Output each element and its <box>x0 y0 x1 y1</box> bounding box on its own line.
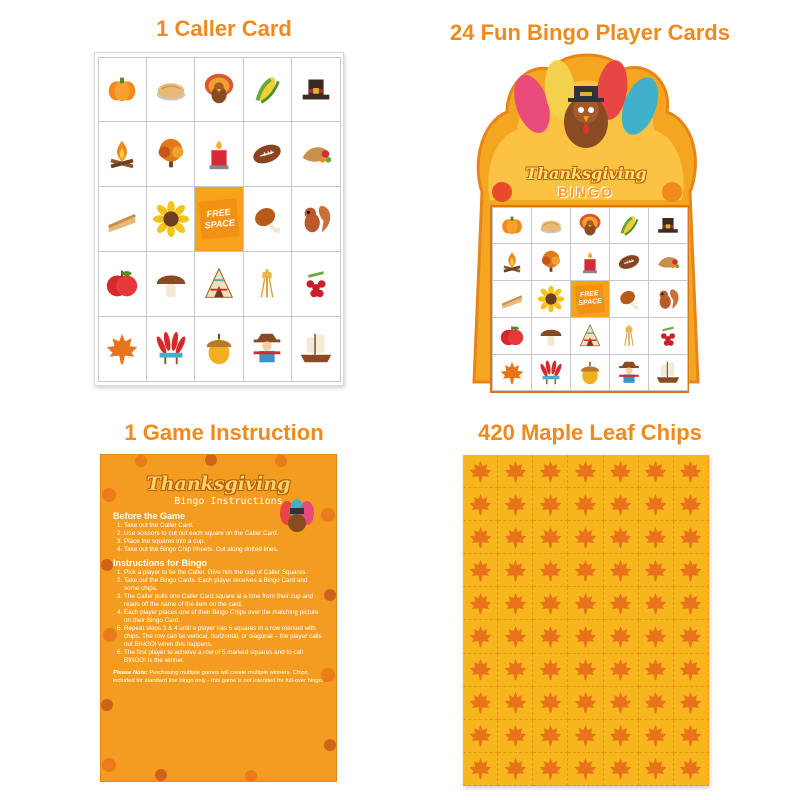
maple-leaf-chip <box>533 720 568 753</box>
caller-cell <box>146 251 195 317</box>
headdress-icon <box>152 330 190 368</box>
pie-slice-icon <box>103 200 141 238</box>
instruction-step: 4. Each player places one of their Bingo Chips over the matching picture on their Bingo Card. <box>124 609 324 625</box>
berries-icon <box>297 265 335 303</box>
maple-leaf-chip <box>498 554 533 587</box>
teepee-icon <box>200 265 238 303</box>
maple-leaf-icon <box>642 491 669 518</box>
section-instructions: Instructions for Bingo <box>113 558 207 568</box>
acorn-icon <box>200 330 238 368</box>
maple-leaf-icon <box>642 722 669 749</box>
instruction-step: 4. Take out the Bingo Chip Sheets. Cut along dotted lines. <box>124 546 324 554</box>
football-icon <box>248 135 286 173</box>
maple-leaf-icon <box>537 524 564 551</box>
maple-leaf-icon <box>537 656 564 683</box>
mushroom-icon <box>537 322 565 350</box>
player-cell <box>609 354 649 392</box>
note-label: Please Note: <box>113 670 148 676</box>
player-cell <box>492 317 532 355</box>
maple-leaf-icon <box>502 689 529 716</box>
maple-leaf-icon <box>467 557 494 584</box>
maple-leaf-chip <box>533 654 568 687</box>
maple-leaf-icon <box>607 590 634 617</box>
before-game-list <box>113 522 324 554</box>
maple-leaf-icon <box>642 524 669 551</box>
pie-icon <box>537 211 565 239</box>
player-cards-heading: 24 Fun Bingo Player Cards <box>450 20 730 45</box>
maple-leaf-icon <box>642 755 669 782</box>
player-cell <box>531 207 571 245</box>
cornucopia-icon <box>297 135 335 173</box>
player-cell <box>531 354 571 392</box>
maple-leaf-icon <box>502 524 529 551</box>
free-space-line2: SPACE <box>203 217 236 231</box>
candle-icon <box>576 248 604 276</box>
maple-leaf-chip <box>604 587 639 620</box>
pilgrim-hat-icon <box>297 70 335 108</box>
sunflower-icon <box>152 200 190 238</box>
maple-leaf-icon <box>537 491 564 518</box>
maple-leaf-chip <box>639 720 674 753</box>
caller-cell <box>98 121 147 187</box>
caller-cell <box>98 251 147 317</box>
maple-leaf-icon <box>572 755 599 782</box>
maple-leaf-chip <box>639 587 674 620</box>
maple-leaf-chip <box>674 587 709 620</box>
maple-leaf-chip <box>463 455 498 488</box>
maple-leaf-icon <box>467 689 494 716</box>
caller-free-space <box>194 186 243 252</box>
maple-leaf-icon <box>502 458 529 485</box>
maple-leaf-icon <box>502 491 529 518</box>
maple-leaf-icon <box>467 590 494 617</box>
mayflower-ship-icon <box>654 359 682 387</box>
turkey-icon <box>200 70 238 108</box>
caller-cell <box>243 316 292 382</box>
free-space-line1: FREE <box>205 206 231 220</box>
instruction-card <box>100 454 337 782</box>
instructions-heading: 1 Game Instruction <box>124 420 324 445</box>
caller-cell <box>146 316 195 382</box>
free-space-label <box>574 284 604 315</box>
maple-leaf-chip <box>463 687 498 720</box>
maple-leaf-chip <box>498 654 533 687</box>
autumn-tree-icon <box>152 135 190 173</box>
caller-cell <box>291 316 340 382</box>
player-grid <box>490 205 689 393</box>
maple-leaf-icon <box>642 623 669 650</box>
player-cell <box>531 243 571 281</box>
maple-leaf-chip <box>498 488 533 521</box>
caller-cell <box>146 186 195 252</box>
caller-cell <box>243 121 292 187</box>
maple-leaf-chip <box>533 753 568 786</box>
maple-leaf-icon <box>537 623 564 650</box>
maple-leaf-icon <box>498 359 526 387</box>
instructions-title: Thanksgiving <box>146 473 291 495</box>
corn-icon <box>615 211 643 239</box>
player-cell <box>492 280 532 318</box>
player-cell <box>570 354 610 392</box>
maple-leaf-icon <box>572 722 599 749</box>
caller-card <box>94 52 344 386</box>
wheat-icon <box>615 322 643 350</box>
maple-leaf-icon <box>607 458 634 485</box>
instruction-step: 2. Use scissors to cut out each square on the Caller Card. <box>124 530 324 538</box>
maple-leaf-icon <box>572 557 599 584</box>
instruction-step: 5. Repeat steps 3 & 4 until a player has 5 squares in a row marked with chips. The row can be vertical, horizontal, or diagonal – the player calls out BINGO! when this happens. <box>124 625 324 649</box>
maple-leaf-chip <box>463 720 498 753</box>
maple-leaf-icon <box>677 491 704 518</box>
free-space-label <box>198 198 240 240</box>
player-card-title: Thanksgiving <box>525 164 647 183</box>
maple-leaf-chip <box>604 488 639 521</box>
instruction-step: 1. Take out the Caller Card. <box>124 522 324 530</box>
note-text: Purchasing multiple games will create multiple winners. Chips included for standard line bingo only - this game is not intended for full-over bingo. <box>113 670 324 684</box>
player-cell <box>531 317 571 355</box>
note <box>113 670 324 685</box>
maple-leaf-icon <box>537 557 564 584</box>
maple-leaf-chip <box>533 455 568 488</box>
maple-leaf-icon <box>572 491 599 518</box>
maple-leaf-chip <box>533 587 568 620</box>
caller-cell <box>291 186 340 252</box>
free-space-line2: SPACE <box>577 297 602 308</box>
maple-leaf-icon <box>642 557 669 584</box>
maple-leaf-chip <box>604 620 639 653</box>
maple-leaf-icon <box>677 590 704 617</box>
caller-cell <box>194 251 243 317</box>
maple-leaf-chip <box>568 587 603 620</box>
maple-leaf-chip <box>604 720 639 753</box>
maple-leaf-icon <box>642 590 669 617</box>
maple-leaf-chip <box>498 587 533 620</box>
maple-leaf-chip <box>639 488 674 521</box>
maple-leaf-icon <box>467 458 494 485</box>
mayflower-ship-icon <box>297 330 335 368</box>
maple-leaf-icon <box>677 755 704 782</box>
maple-leaf-icon <box>502 722 529 749</box>
maple-leaf-chip <box>604 654 639 687</box>
autumn-tree-icon <box>537 248 565 276</box>
maple-leaf-chip <box>674 455 709 488</box>
maple-leaf-chip <box>463 620 498 653</box>
maple-leaf-icon <box>607 491 634 518</box>
caller-cell <box>243 186 292 252</box>
maple-leaf-chip <box>533 488 568 521</box>
scarecrow-icon <box>615 359 643 387</box>
candle-icon <box>200 135 238 173</box>
maple-leaf-chip <box>604 521 639 554</box>
caller-card-heading: 1 Caller Card <box>156 16 292 41</box>
maple-leaf-icon <box>642 458 669 485</box>
maple-leaf-icon <box>502 656 529 683</box>
maple-leaf-chip <box>568 654 603 687</box>
caller-cell <box>146 121 195 187</box>
caller-cell <box>146 57 195 123</box>
maple-leaf-chip <box>639 753 674 786</box>
player-free-space <box>570 280 610 318</box>
maple-leaf-icon <box>467 755 494 782</box>
maple-leaf-icon <box>677 689 704 716</box>
maple-leaf-icon <box>537 689 564 716</box>
maple-leaf-icon <box>677 623 704 650</box>
player-cell <box>648 243 688 281</box>
caller-cell <box>194 121 243 187</box>
maple-leaf-icon <box>677 722 704 749</box>
turkey-leg-icon <box>248 200 286 238</box>
caller-cell <box>194 57 243 123</box>
maple-leaf-chip <box>463 521 498 554</box>
instruction-text <box>113 473 324 773</box>
player-card <box>462 42 710 392</box>
maple-leaf-icon <box>607 557 634 584</box>
player-card-subtitle: BINGO <box>558 184 614 200</box>
maple-leaf-icon <box>677 557 704 584</box>
maple-leaf-icon <box>502 623 529 650</box>
maple-leaf-chip <box>674 654 709 687</box>
cornucopia-icon <box>654 248 682 276</box>
instruction-step: 3. Place the squares into a cup. <box>124 538 324 546</box>
maple-leaf-chip <box>533 554 568 587</box>
maple-leaf-icon <box>572 524 599 551</box>
instruction-step: 1. Pick a player to be the Caller. Give him the cup of Caller Squares. <box>124 569 324 577</box>
campfire-icon <box>498 248 526 276</box>
player-cell <box>492 207 532 245</box>
instructions-subtitle: Bingo Instructions <box>174 496 283 507</box>
caller-cell <box>291 57 340 123</box>
maple-leaf-chip <box>533 687 568 720</box>
player-cell <box>609 207 649 245</box>
player-cell <box>648 317 688 355</box>
maple-leaf-chip <box>674 720 709 753</box>
maple-leaf-chip <box>674 753 709 786</box>
headdress-icon <box>537 359 565 387</box>
maple-leaf-chip <box>639 455 674 488</box>
sunflower-icon <box>537 285 565 313</box>
player-cell <box>648 354 688 392</box>
chips-heading: 420 Maple Leaf Chips <box>478 420 702 445</box>
acorn-icon <box>576 359 604 387</box>
scarecrow-icon <box>248 330 286 368</box>
maple-leaf-chip <box>639 654 674 687</box>
maple-leaf-chip <box>674 488 709 521</box>
squirrel-icon <box>297 200 335 238</box>
maple-leaf-icon <box>572 656 599 683</box>
maple-leaf-chip <box>674 687 709 720</box>
maple-leaf-chip <box>568 455 603 488</box>
maple-leaf-icon <box>467 623 494 650</box>
maple-leaf-icon <box>677 458 704 485</box>
maple-leaf-icon <box>607 656 634 683</box>
maple-leaf-chip <box>674 554 709 587</box>
player-cell <box>570 243 610 281</box>
maple-leaf-chip <box>568 620 603 653</box>
maple-leaf-icon <box>502 557 529 584</box>
maple-leaf-chip <box>568 753 603 786</box>
squirrel-icon <box>654 285 682 313</box>
maple-leaf-chip <box>674 521 709 554</box>
maple-leaf-chip <box>498 455 533 488</box>
free-space-line1: FREE <box>579 290 599 299</box>
maple-leaf-chip <box>674 620 709 653</box>
instruction-step: 6. The first player to achieve a row of 5 marked squares and to call BINGO! is the winner. <box>124 649 324 665</box>
player-cell <box>648 280 688 318</box>
maple-leaf-icon <box>467 524 494 551</box>
maple-leaf-chip <box>568 521 603 554</box>
maple-leaf-chip <box>463 654 498 687</box>
caller-cell <box>98 186 147 252</box>
maple-leaf-icon <box>537 722 564 749</box>
bingo-steps-list <box>113 569 324 665</box>
maple-leaf-icon <box>607 755 634 782</box>
maple-leaf-icon <box>537 755 564 782</box>
caller-cell <box>243 57 292 123</box>
maple-leaf-icon <box>502 590 529 617</box>
maple-leaf-icon <box>467 656 494 683</box>
maple-leaf-icon <box>572 689 599 716</box>
pumpkin-icon <box>498 211 526 239</box>
campfire-icon <box>103 135 141 173</box>
maple-leaf-icon <box>467 722 494 749</box>
instruction-step: 2. Take out the Bingo Cards. Each player receives a Bingo Card and some chips. <box>124 577 324 593</box>
turkey-icon <box>576 211 604 239</box>
pilgrim-hat-icon <box>654 211 682 239</box>
maple-leaf-icon <box>642 656 669 683</box>
maple-leaf-chip <box>639 554 674 587</box>
maple-leaf-icon <box>677 656 704 683</box>
player-cell <box>609 243 649 281</box>
player-cell <box>492 243 532 281</box>
maple-leaf-chip <box>463 587 498 620</box>
player-cell <box>492 354 532 392</box>
apple-icon <box>103 265 141 303</box>
maple-leaf-icon <box>607 524 634 551</box>
pie-slice-icon <box>498 285 526 313</box>
teepee-icon <box>576 322 604 350</box>
player-cell <box>648 207 688 245</box>
maple-leaf-chip <box>568 687 603 720</box>
maple-leaf-chip <box>498 620 533 653</box>
maple-leaf-chip <box>604 455 639 488</box>
maple-leaf-chip <box>604 554 639 587</box>
maple-leaf-chip <box>463 554 498 587</box>
maple-leaf-icon <box>607 689 634 716</box>
maple-leaf-chip <box>463 753 498 786</box>
maple-leaf-chip <box>463 488 498 521</box>
caller-cell <box>243 251 292 317</box>
maple-leaf-icon <box>572 590 599 617</box>
maple-leaf-icon <box>502 755 529 782</box>
maple-leaf-icon <box>607 722 634 749</box>
turkey-leg-icon <box>615 285 643 313</box>
maple-leaf-chip <box>604 753 639 786</box>
football-icon <box>615 248 643 276</box>
player-cell <box>570 207 610 245</box>
caller-cell <box>98 316 147 382</box>
berries-icon <box>654 322 682 350</box>
maple-leaf-chip <box>533 620 568 653</box>
maple-leaf-icon <box>677 524 704 551</box>
maple-leaf-chip <box>498 687 533 720</box>
corn-icon <box>248 70 286 108</box>
maple-leaf-chip <box>639 620 674 653</box>
maple-leaf-chip <box>498 720 533 753</box>
maple-leaf-chip <box>498 753 533 786</box>
player-cell <box>609 280 649 318</box>
maple-leaf-chip <box>639 687 674 720</box>
maple-leaf-chip <box>533 521 568 554</box>
maple-leaf-icon <box>537 458 564 485</box>
maple-leaf-chip <box>498 521 533 554</box>
maple-leaf-chip <box>568 488 603 521</box>
maple-leaf-icon <box>103 330 141 368</box>
maple-leaf-icon <box>467 491 494 518</box>
maple-leaf-chip <box>604 687 639 720</box>
wheat-icon <box>248 265 286 303</box>
player-cell <box>531 280 571 318</box>
caller-cell <box>194 316 243 382</box>
player-cell <box>570 317 610 355</box>
section-before-game: Before the Game <box>113 511 186 521</box>
apple-icon <box>498 322 526 350</box>
maple-leaf-icon <box>572 458 599 485</box>
pumpkin-icon <box>103 70 141 108</box>
maple-leaf-icon <box>642 689 669 716</box>
maple-leaf-chip <box>568 554 603 587</box>
caller-grid <box>98 57 340 381</box>
maple-leaf-icon <box>537 590 564 617</box>
chip-sheet <box>463 455 709 786</box>
caller-cell <box>291 251 340 317</box>
maple-leaf-icon <box>607 623 634 650</box>
player-cell <box>609 317 649 355</box>
maple-leaf-chip <box>639 521 674 554</box>
instruction-step: 3. The Caller pulls one Caller Card square at a time from their cup and reads off the name of the item on the card. <box>124 593 324 609</box>
caller-cell <box>98 57 147 123</box>
mushroom-icon <box>152 265 190 303</box>
caller-cell <box>291 121 340 187</box>
pie-icon <box>152 70 190 108</box>
maple-leaf-icon <box>572 623 599 650</box>
maple-leaf-chip <box>568 720 603 753</box>
